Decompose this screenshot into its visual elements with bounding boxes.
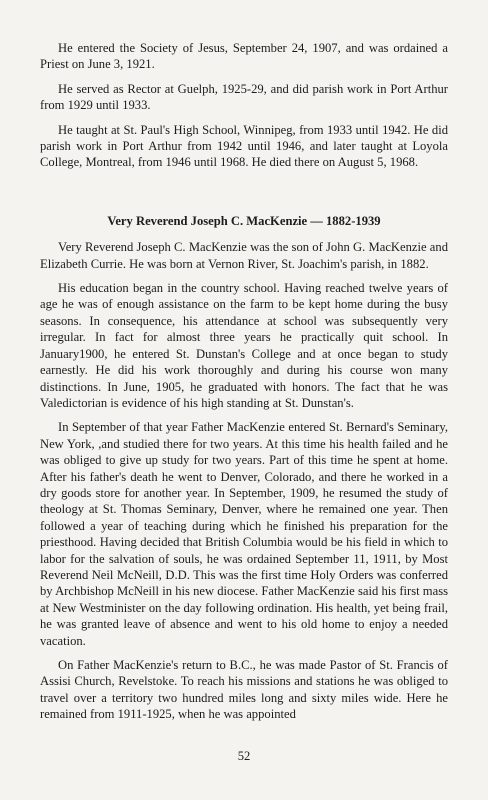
section-paragraph-1: Very Reverend Joseph C. MacKenzie was the son of John G. MacKenzie and Elizabeth Currie. He was born at Vernon River, St. Joachim's parish, in 1882. bbox=[40, 240, 448, 271]
page-number: 52 bbox=[237, 749, 251, 763]
intro-paragraph-2: He served as Rector at Guelph, 1925-29, and did parish work in Port Arthur from 1929 until 1933. bbox=[40, 81, 448, 113]
intro-paragraph-1: He entered the Society of Jesus, September 24, 1907, and was ordained a Priest on June 3, 1921. bbox=[40, 41, 448, 72]
intro-paragraph-3: He taught at St. Paul's High School, Winnipeg, from 1933 until 1942. He did parish work in Port Arthur from 1942 until 1946, and later taught at Loyola College, Montreal, from 1946 until 1968. He died there on August 5, 1968. bbox=[40, 122, 448, 170]
section-paragraph-3: In September of that year Father MacKenzie entered St. Bernard's Seminary, New York, ,and studied there for two years. At this time his health failed and he was obliged to give up study for two years. Part of this time he spent at home. After his father's death he went to Denver, Colorado, and there he worked in a dry goods store for another year. In September, 1909, he resumed the study of theology at St. Thomas Seminary, Denver, where he remained one year. Then followed a year of teaching during which he finished his preparation for the priesthood. Having decided that British Columbia would be his field in which to labor for the salvation of souls, he was ordained September 11, 1911, by Most Reverend Neil McNeill, D.D. This was the first time Holy Orders was conferred by Archbishop McNeill in his new diocese. Father MacKenzie said his first mass at New Westminister on the day following ordination. His health, yet being frail, he was granted leave of absence and went to his old home to enjoy a needed vacation. bbox=[40, 420, 448, 648]
section-heading: Very Reverend Joseph C. MacKenzie — 1882-1939 bbox=[107, 213, 381, 228]
section-paragraph-2: His education began in the country school. Having reached twelve years of age he was of enough assistance on the farm to be kept home during the busy seasons. In consequence, his attendance at school was subsequently very irregular. In fact for almost three years he practically quit school. In January1900, he entered St. Dunstan's College and at once began to study earnestly. He did his work thoroughly and during his course won many distinctions. In June, 1905, he graduated with honors. The fact that he was Valedictorian is evidence of his high standing at St. Dunstan's. bbox=[40, 281, 448, 410]
section-paragraph-4: On Father MacKenzie's return to B.C., he was made Pastor of St. Francis of Assisi Church, Revelstoke. To reach his missions and stations he was obliged to travel over a territory two hundred miles long and sixty miles wide. Here he remained from 1911-1925, when he was appointed bbox=[40, 658, 448, 722]
